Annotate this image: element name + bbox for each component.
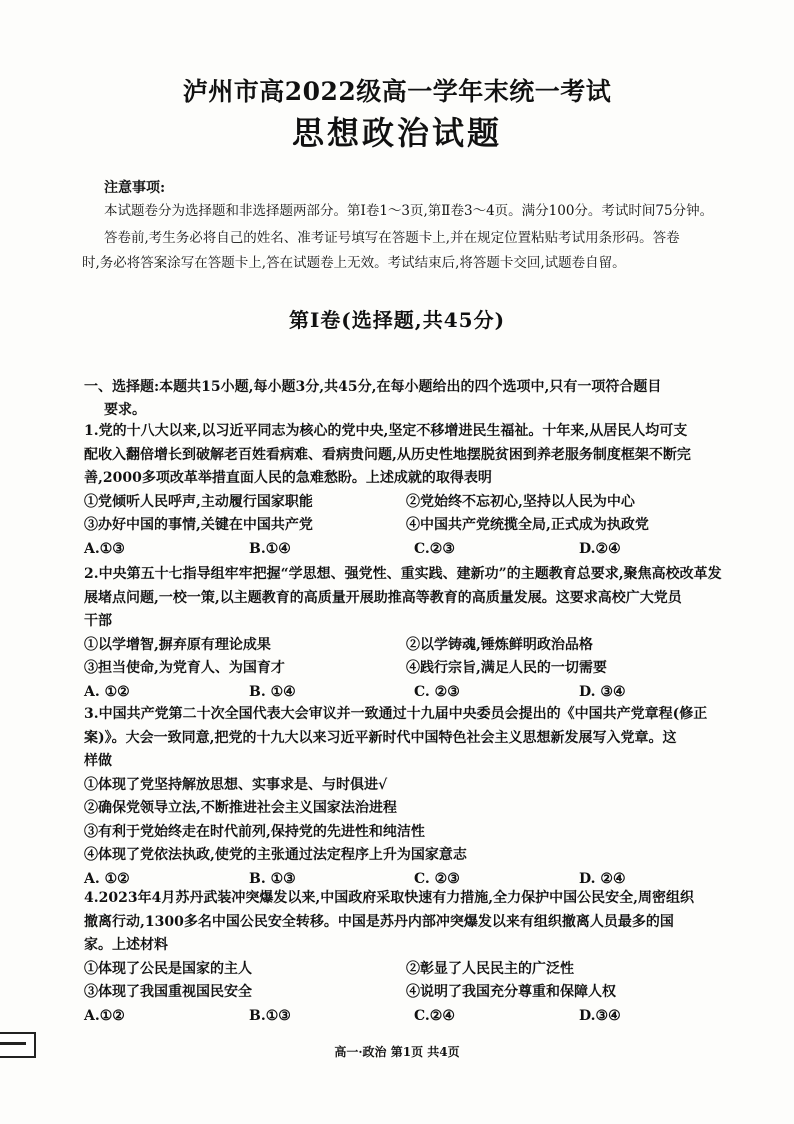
exam-title: 泸州市高2022级高一学年末统一考试 [182,77,612,106]
question-stem-line: 案)》。大会一致同意,把党的十九大以来习近平新时代中国特色社会主义思想新发展写入党章。这 [84,729,677,746]
statement-row [84,514,786,538]
statement-row [84,981,786,1005]
statement-row [84,958,786,982]
option-b: B. ①④ [249,683,296,700]
notes-paragraph-2-line-2: 时,务必将答案涂写在答题卡上,答在试题卷上无效。考试结束后,将答题卡交回,试题卷自留。 [82,255,626,271]
question-stem-line: 1.党的十八大以来,以习近平同志为核心的党中央,坚定不移增进民生福祉。十年来,从居民人均可支 [84,423,688,439]
statement: ④践行宗旨,满足人民的一切需要 [406,660,607,676]
section-title: 第Ⅰ卷(选择题,共45分) [288,308,506,332]
answer-options [84,681,786,705]
statement-row [84,491,786,515]
statement: ①党倾听人民呼声,主动履行国家职能 [84,493,313,510]
statement: ①以学增智,摒弃原有理论成果 [84,636,271,653]
question-stem-line: 样做 [84,753,112,769]
question-stem-line: 配收入翻倍增长到破解老百姓看病难、看病贵问题,从历史性地摆脱贫困到养老服务制度框架不断完 [84,446,691,463]
statement: ③体现了我国重视国民安全 [84,984,252,1000]
statement-row [84,634,786,658]
statement: ②彰显了人民民主的广泛性 [406,960,574,977]
statement: ③担当使命,为党育人、为国育才 [84,660,285,676]
subject-title: 思想政治试题 [291,114,502,152]
option-b: B.①③ [249,1007,291,1024]
question-1 [84,420,786,561]
statement: ④体现了党依法执政,使党的主张通过法定程序上升为国家意志 [84,847,467,863]
question-stem-line: 干部 [84,613,112,629]
question-stem-line: 善,2000多项改革举措直面人民的急难愁盼。上述成就的取得表明 [84,470,492,486]
statement: ③有利于党始终走在时代前列,保持党的先进性和纯洁性 [84,823,425,840]
question-stem-line: 撤离行动,1300多名中国公民安全转移。中国是苏丹内部冲突爆发以来有组织撤离人员最多的国 [84,913,674,930]
statement: ④说明了我国充分尊重和保障人权 [406,984,616,1000]
statement-row [84,657,786,681]
question-3 [84,703,786,891]
section-instructions [84,376,784,422]
question-2 [84,563,786,704]
option-a: A.①③ [84,540,125,557]
option-d: D. ③④ [579,683,626,700]
option-a: A.①② [84,1007,125,1024]
notes-heading: 注意事项: [104,180,166,196]
section-instructions-line-1: 一、选择题:本题共15小题,每小题3分,共45分,在每小题给出的四个选项中,只有一项符合题目 [84,379,662,395]
section-instructions-line-2: 要求。 [104,402,146,418]
option-d: D. ②④ [579,870,626,887]
statement: ②以学铸魂,锤炼鲜明政治品格 [406,636,593,653]
option-c: C.②④ [414,1007,455,1024]
statement: ②确保党领导立法,不断推进社会主义国家法治进程 [84,800,397,816]
question-stem-line: 2.中央第五十七指导组牢牢把握“学思想、强党性、重实践、建新功”的主题教育总要求,聚焦高校改革发 [84,566,722,582]
question-stem-line: 4.2023年4月苏丹武装冲突爆发以来,中国政府采取快速有力措施,全力保护中国公民安全,周密组织 [84,890,694,906]
notes-paragraph-2-line-1: 答卷前,考生务必将自己的姓名、准考证号填写在答题卡上,并在规定位置粘贴考试用条形码。答卷 [104,230,680,246]
option-d: D.②④ [579,540,621,557]
statement: ③办好中国的事情,关键在中国共产党 [84,517,313,533]
answer-options [84,538,786,562]
question-stem-line: 家。上述材料 [84,937,168,953]
notes-paragraph-1: 本试题卷分为选择题和非选择题两部分。第Ⅰ卷1～3页,第Ⅱ卷3～4页。满分100分。考试时间75分钟。 [104,203,714,219]
option-a: A. ①② [84,870,130,887]
option-c: C. ②③ [414,683,460,700]
question-stem-line: 3.中国共产党第二十次全国代表大会审议并一致通过十九届中央委员会提出的《中国共产党章程(修正 [84,706,708,722]
option-c: C.②③ [414,540,455,557]
option-b: B.①④ [249,540,291,557]
statement: ②党始终不忘初心,坚持以人民为中心 [406,493,635,510]
option-a: A. ①② [84,683,130,700]
question-4 [84,887,786,1028]
statement: ①体现了公民是国家的主人 [84,960,252,977]
question-stem-line: 展堵点问题,一校一策,以主题教育的高质量开展助推高等教育的高质量发展。这要求高校广大党员 [84,589,682,606]
statement: ①体现了党坚持解放思想、实事求是、与时俱进√ [84,776,388,793]
option-c: C. ②③ [414,870,460,887]
answer-options [84,1005,786,1029]
option-d: D.③④ [579,1007,621,1024]
page-footer: 高一·政治 第1页 共4页 [334,1045,460,1059]
option-b: B. ①③ [249,870,296,887]
statement: ④中国共产党统揽全局,正式成为执政党 [406,517,649,533]
